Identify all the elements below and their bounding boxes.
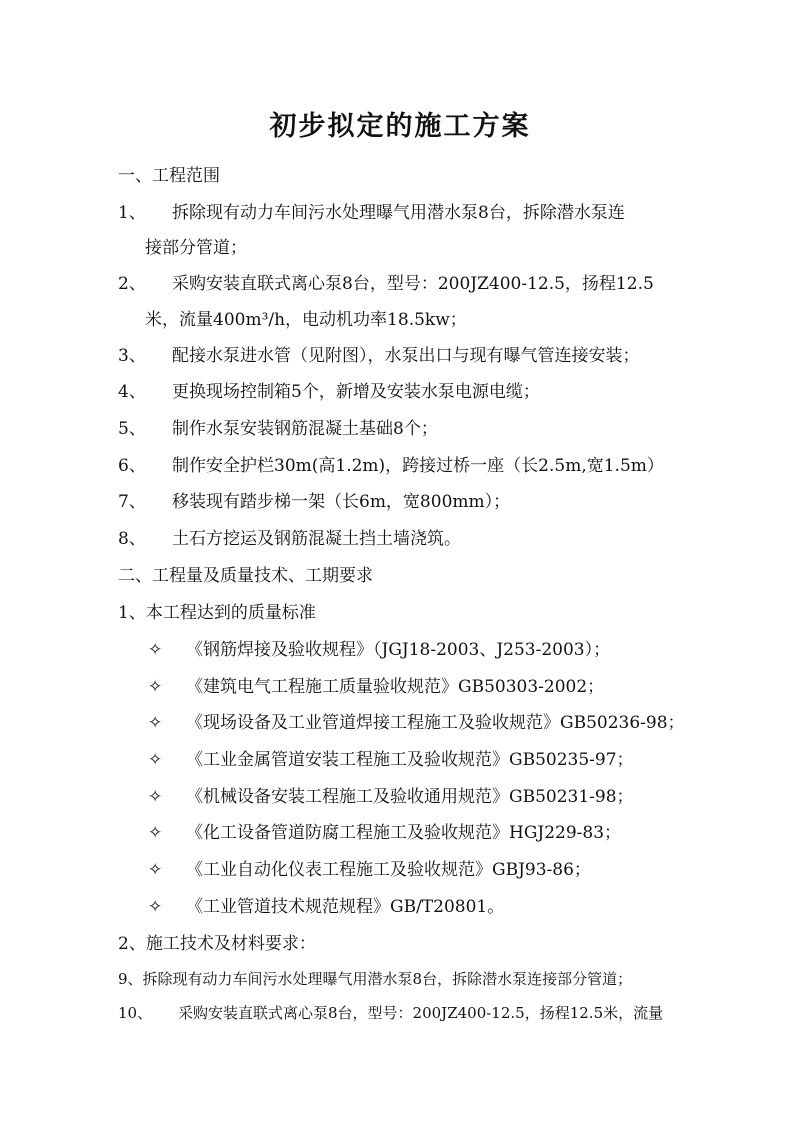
scope-item-1 (118, 202, 625, 224)
standard-text: 《化工设备管道防腐工程施工及验收规范》HGJ229-83； (186, 823, 622, 843)
item-text: 土石方挖运及钢筋混凝土挡土墙浇筑。 (172, 529, 461, 549)
item-number: 6、 (118, 456, 146, 476)
diamond-bullet-icon: ✧ (148, 640, 163, 660)
item-text: 移装现有踏步梯一架（长6m，宽800mm）； (172, 492, 511, 512)
scope-item-5 (118, 418, 438, 440)
item-number: 9、 (118, 970, 143, 988)
diamond-bullet-icon: ✧ (148, 713, 163, 733)
document-title: 初步拟定的施工方案 (269, 111, 531, 142)
item-number: 4、 (118, 382, 146, 402)
item-number: 8、 (118, 529, 146, 549)
standard-item (148, 639, 610, 661)
item-number: 7、 (118, 492, 146, 512)
standard-text: 《建筑电气工程施工质量验收规范》GB50303-2002； (186, 677, 605, 697)
standard-item (148, 712, 685, 734)
item-number: 2、 (118, 274, 146, 294)
standard-item (148, 676, 604, 698)
section-heading-scope: 一、工程范围 (118, 166, 220, 186)
tech-item-9 (118, 968, 632, 990)
tech-item-10 (118, 1002, 663, 1024)
diamond-bullet-icon: ✧ (148, 860, 163, 880)
item-text: 拆除现有动力车间污水处理曝气用潜水泵8台，拆除潜水泵连 (172, 203, 625, 223)
diamond-bullet-icon: ✧ (148, 897, 163, 917)
standard-item (148, 749, 634, 771)
standard-item (148, 896, 504, 918)
diamond-bullet-icon: ✧ (148, 823, 163, 843)
scope-item-2 (118, 273, 654, 295)
scope-item-3 (118, 345, 640, 367)
standard-text: 《机械设备安装工程施工及验收通用规范》GB50231-98； (186, 787, 634, 807)
subsection-quality-standards: 1、本工程达到的质量标准 (118, 603, 316, 623)
diamond-bullet-icon: ✧ (148, 750, 163, 770)
subsection-technical-requirements: 2、施工技术及材料要求： (118, 934, 316, 954)
section-heading-requirements: 二、工程量及质量技术、工期要求 (118, 566, 373, 586)
scope-item-2-continued: 米，流量400m³/h，电动机功率18.5kw； (145, 310, 467, 330)
standard-text: 《工业管道技术规范规程》GB/T20801。 (186, 897, 505, 917)
standard-item (148, 822, 621, 844)
item-text: 采购安装直联式离心泵8台，型号：200JZ400-12.5，扬程12.5 (172, 274, 654, 294)
standard-text: 《工业金属管道安装工程施工及验收规范》GB50235-97； (186, 750, 634, 770)
item-text: 制作安全护栏30m(高1.2m)，跨接过桥一座（长2.5m,宽1.5m） (172, 456, 664, 476)
standard-text: 《现场设备及工业管道焊接工程施工及验收规范》GB50236-98； (186, 713, 685, 733)
scope-item-1-continued: 接部分管道； (145, 238, 247, 258)
diamond-bullet-icon: ✧ (148, 787, 163, 807)
item-number: 1、 (118, 203, 146, 223)
scope-item-6 (118, 455, 664, 477)
item-number: 5、 (118, 419, 146, 439)
item-number: 3、 (118, 346, 146, 366)
standard-text: 《钢筋焊接及验收规程》（JGJ18-2003、J253-2003）； (186, 640, 611, 660)
item-number: 10、 (118, 1004, 153, 1022)
item-text: 更换现场控制箱5个，新增及安装水泵电源电缆； (172, 382, 540, 402)
item-text: 采购安装直联式离心泵8台，型号：200JZ400-12.5，扬程12.5米，流量 (178, 1004, 664, 1022)
standard-text: 《工业自动化仪表工程施工及验收规范》GBJ93-86； (186, 860, 591, 880)
scope-item-4 (118, 381, 540, 403)
scope-item-8 (118, 528, 461, 550)
item-text: 制作水泵安装钢筋混凝土基础8个； (172, 419, 438, 439)
diamond-bullet-icon: ✧ (148, 677, 163, 697)
item-text: 拆除现有动力车间污水处理曝气用潜水泵8台，拆除潜水泵连接部分管道； (142, 970, 633, 988)
standard-item (148, 786, 634, 808)
standard-item (148, 859, 591, 881)
scope-item-7 (118, 491, 510, 513)
item-text: 配接水泵进水管（见附图），水泵出口与现有曝气管连接安装； (172, 346, 640, 366)
